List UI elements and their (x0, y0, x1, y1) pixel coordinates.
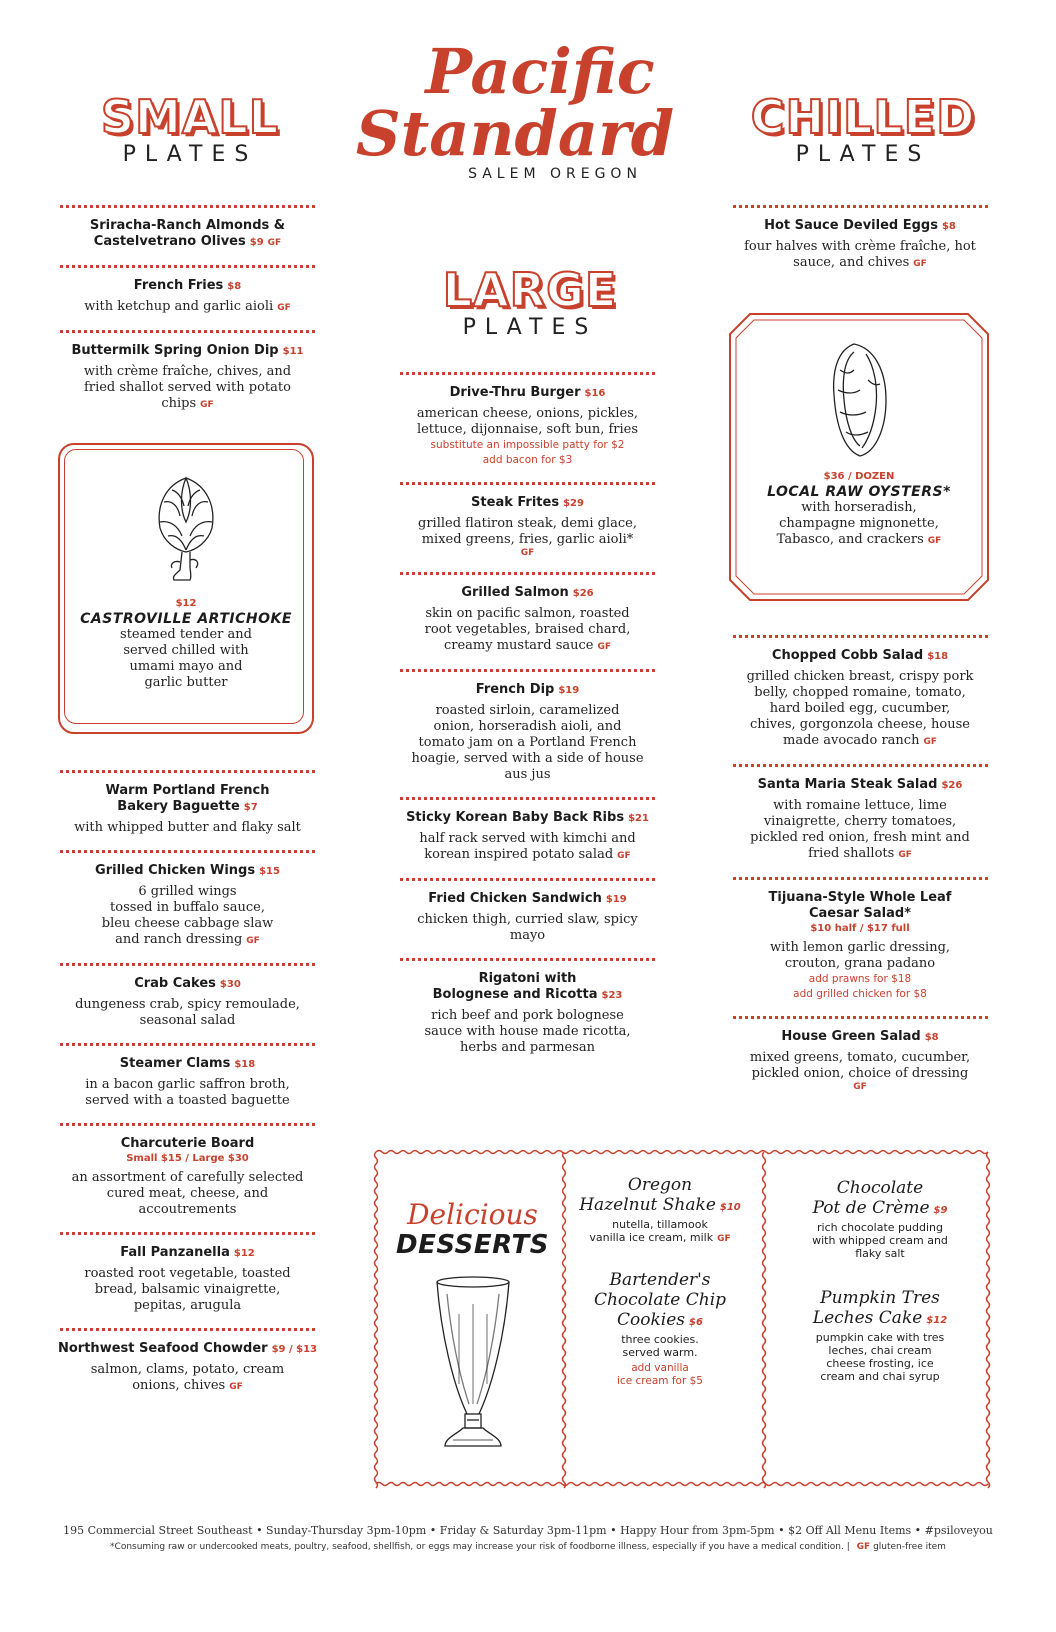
item-name: Caesar Salad* (808, 906, 912, 921)
item-price: $8 (227, 281, 242, 292)
item-desc: rich beef and pork bolognese (431, 1008, 624, 1023)
divider (60, 770, 315, 773)
menu-item-chowder (55, 1341, 320, 1395)
item-desc: hoagie, served with a side of house (411, 751, 644, 766)
item-name: Fall Panzanella (120, 1245, 230, 1260)
dessert-name: Pumpkin Tres (820, 1288, 940, 1308)
item-desc: 6 grilled wings (138, 884, 237, 899)
dessert-name: Chocolate Chip (593, 1290, 727, 1310)
item-desc: with lemon garlic dressing, (769, 940, 951, 955)
feature-desc: steamed tender and (120, 627, 252, 642)
menu-item-deviled-eggs (725, 218, 995, 272)
menu-item-crab (55, 976, 320, 1029)
item-price: $30 (219, 979, 241, 990)
gf-badge: GF (856, 1542, 871, 1552)
menu-item-chicken-sandwich (390, 891, 665, 944)
small-plates-column (55, 205, 320, 413)
dessert-price: $10 (719, 1202, 741, 1213)
item-desc: chives, gorgonzola cheese, house (750, 717, 970, 732)
item-desc: pickled red onion, fresh mint and (750, 830, 970, 845)
small-subtitle: PLATES (122, 142, 258, 167)
wavy-border-line (376, 1483, 988, 1486)
item-desc: dungeness crab, spicy remoulade, (75, 997, 300, 1012)
item-desc: american cheese, onions, pickles, (416, 406, 639, 421)
item-name: Warm Portland French (105, 783, 270, 798)
item-price: $9 / $13 (271, 1344, 317, 1355)
menu-item-almonds (55, 218, 320, 251)
desserts-title: DESSERTS (396, 1230, 549, 1260)
divider (733, 877, 988, 880)
gf-badge: GF (597, 642, 612, 652)
item-name: French Dip (475, 682, 555, 697)
menu-item-caesar (725, 890, 995, 1002)
item-name: Grilled Chicken Wings (95, 863, 256, 878)
dessert-desc: leches, chai cream (828, 1344, 932, 1357)
item-name: French Fries (133, 278, 224, 293)
feature-name: LOCAL RAW OYSTERS* (767, 484, 951, 500)
item-desc: korean inspired potato salad (424, 847, 614, 862)
item-desc: mixed greens, tomato, cucumber, (749, 1050, 971, 1065)
gf-badge: GF (617, 851, 631, 861)
divider (400, 372, 655, 375)
item-name: Northwest Seafood Chowder (58, 1341, 268, 1356)
item-desc: sauce, and chives (793, 255, 910, 270)
item-desc: half rack served with kimchi and (419, 831, 636, 846)
feature-desc: garlic butter (144, 675, 228, 690)
wavy-border-line (376, 1151, 988, 1154)
small-plates-header (60, 92, 320, 168)
divider (400, 572, 655, 575)
menu-item-panzanella (55, 1245, 320, 1314)
item-desc: with whipped butter and flaky salt (74, 820, 301, 835)
feature-desc: umami mayo and (129, 659, 243, 674)
item-price: $10 half / $17 full (810, 923, 910, 934)
large-title: LARGE (442, 263, 618, 317)
item-name: Rigatoni with (478, 971, 577, 986)
divider (60, 205, 315, 208)
item-name: Hot Sauce Deviled Eggs (764, 218, 938, 233)
gf-badge: GF (267, 238, 282, 248)
item-name: Drive-Thru Burger (449, 385, 581, 400)
logo-location: SALEM OREGON (468, 166, 642, 182)
menu-item-santa-maria (725, 777, 995, 863)
item-desc: mixed greens, fries, garlic aioli* (421, 532, 634, 547)
item-desc: vinaigrette, cherry tomatoes, (763, 814, 957, 829)
footer (40, 1524, 1016, 1552)
logo-line1: Pacific (425, 35, 655, 108)
large-subtitle: PLATES (462, 315, 598, 340)
item-price: $11 (282, 346, 304, 357)
item-desc: onion, horseradish aioli, and (433, 719, 622, 734)
divider (60, 963, 315, 966)
dessert-tres-leches (780, 1288, 980, 1383)
chilled-subtitle: PLATES (795, 142, 931, 167)
dessert-cookies (575, 1270, 745, 1388)
menu-item-wings (55, 863, 320, 949)
divider (733, 1016, 988, 1019)
item-note: add bacon for $3 (482, 454, 573, 466)
item-price: Small $15 / Large $30 (126, 1153, 249, 1164)
logo-line2: Standard (355, 97, 675, 170)
item-desc: grilled flatiron steak, demi glace, (418, 516, 637, 531)
small-title: SMALL (100, 90, 280, 144)
item-desc: roasted root vegetable, toasted (84, 1266, 291, 1281)
item-desc: grilled chicken breast, crispy pork (746, 669, 974, 684)
large-plates-header (400, 265, 660, 341)
item-desc: with ketchup and garlic aioli (84, 299, 274, 314)
item-name: Bolognese and Ricotta (432, 987, 598, 1002)
footer-disclaimer: *Consuming raw or undercooked meats, poultry, seafood, shellfish, or eggs may increase your risk of foodborne illness, especially if you have a medical condition. | (110, 1542, 850, 1552)
item-name: Grilled Salmon (461, 585, 569, 600)
item-price: $26 (941, 780, 963, 791)
desserts-title-block (385, 1200, 560, 1463)
menu-item-charcuterie (55, 1136, 320, 1218)
gf-legend-label: gluten-free item (873, 1542, 946, 1552)
desserts-title-script: Delicious (407, 1198, 538, 1231)
item-name: Charcuterie Board (120, 1136, 255, 1151)
dessert-pot-de-creme (780, 1178, 980, 1260)
gf-badge: GF (229, 1382, 243, 1392)
menu-item-steak (390, 495, 665, 558)
wavy-border-line (375, 1152, 378, 1488)
item-name: Sticky Korean Baby Back Ribs (406, 810, 625, 825)
item-name: Fried Chicken Sandwich (428, 891, 602, 906)
item-desc: with romaine lettuce, lime (773, 798, 947, 813)
item-desc: roasted sirloin, caramelized (435, 703, 620, 718)
item-desc: lettuce, dijonnaise, soft bun, fries (416, 422, 639, 437)
item-desc: accoutrements (138, 1202, 237, 1217)
menu-item-green-salad (725, 1029, 995, 1092)
divider (60, 265, 315, 268)
item-desc: tossed in buffalo sauce, (110, 900, 265, 915)
dessert-desc: pumpkin cake with tres (815, 1331, 945, 1344)
dessert-price: $9 (933, 1205, 948, 1216)
gf-badge: GF (923, 737, 937, 747)
item-desc: creamy mustard sauce (443, 638, 594, 653)
item-price: $7 (243, 802, 258, 813)
item-price: $8 (941, 221, 956, 232)
dessert-note: add vanilla (631, 1362, 689, 1374)
item-note: add prawns for $18 (808, 973, 912, 985)
gf-badge: GF (853, 1082, 867, 1092)
dessert-name: Oregon (627, 1175, 693, 1195)
item-name: Chopped Cobb Salad (771, 648, 924, 663)
divider (60, 850, 315, 853)
gf-badge: GF (200, 400, 214, 410)
item-note: substitute an impossible patty for $2 (430, 439, 625, 451)
dessert-price: $6 (689, 1317, 703, 1328)
feature-desc: champagne mignonette, (779, 516, 939, 531)
menu-item-cobb (725, 648, 995, 750)
item-desc: four halves with crème fraîche, hot (744, 239, 976, 254)
item-price: $9 (249, 237, 264, 248)
divider (400, 958, 655, 961)
divider (60, 1043, 315, 1046)
item-desc: onions, chives (132, 1378, 226, 1393)
item-desc: fried shallots (808, 846, 895, 861)
dessert-shake (575, 1175, 745, 1246)
divider (733, 205, 988, 208)
milkshake-glass-icon (423, 1274, 523, 1459)
item-desc: hard boiled egg, cucumber, (769, 701, 951, 716)
divider (733, 635, 988, 638)
dessert-name: Hazelnut Shake (579, 1195, 716, 1215)
divider (733, 764, 988, 767)
divider (400, 878, 655, 881)
item-desc: seasonal salad (139, 1013, 236, 1028)
logo (355, 35, 680, 200)
feature-desc: Tabasco, and crackers (776, 532, 924, 547)
divider (400, 669, 655, 672)
item-desc: skin on pacific salmon, roasted (425, 606, 630, 621)
item-name: Steamer Clams (119, 1056, 231, 1071)
item-price: $8 (924, 1032, 939, 1043)
item-desc: aus jus (504, 767, 551, 782)
item-desc: in a bacon garlic saffron broth, (85, 1077, 290, 1092)
item-price: $26 (572, 588, 594, 599)
gf-badge: GF (927, 536, 942, 546)
item-desc: served with a toasted baguette (85, 1093, 290, 1108)
dessert-name: Pot de Crème (812, 1198, 930, 1218)
item-name: Castelvetrano Olives (93, 234, 246, 249)
item-price: $18 (234, 1059, 256, 1070)
gf-badge: GF (898, 850, 912, 860)
item-name: Crab Cakes (134, 976, 216, 991)
item-desc: bread, balsamic vinaigrette, (94, 1282, 281, 1297)
oyster-feature (728, 340, 990, 549)
item-price: $29 (563, 498, 584, 509)
item-desc: bleu cheese cabbage slaw (101, 916, 274, 931)
wavy-border-line (563, 1152, 566, 1488)
item-price: $15 (259, 866, 280, 877)
item-desc: salmon, clams, potato, cream (90, 1362, 285, 1377)
chilled-plates-column (725, 205, 995, 272)
item-name: Santa Maria Steak Salad (757, 777, 938, 792)
wavy-border-line (987, 1152, 990, 1488)
menu-item-ribs (390, 810, 665, 864)
item-desc: sauce with house made ricotta, (424, 1024, 631, 1039)
item-desc: herbs and parmesan (459, 1040, 596, 1055)
divider (400, 482, 655, 485)
item-desc: pepitas, arugula (133, 1298, 242, 1313)
item-price: $21 (628, 813, 649, 824)
chilled-plates-column-lower (725, 635, 995, 1092)
dessert-desc: flaky salt (855, 1247, 905, 1260)
divider (60, 1232, 315, 1235)
dessert-name: Chocolate (836, 1178, 924, 1198)
item-name: Buttermilk Spring Onion Dip (71, 343, 279, 358)
item-note: add grilled chicken for $8 (793, 988, 927, 1000)
dessert-desc: with whipped cream and (812, 1234, 948, 1247)
feature-price: $36 / DOZEN (823, 471, 895, 482)
item-price: $12 (233, 1248, 255, 1259)
item-desc: fried shallot served with potato (84, 380, 291, 395)
menu-item-salmon (390, 585, 665, 655)
item-desc: root vegetables, braised chard, (424, 622, 631, 637)
item-price: $19 (605, 894, 627, 905)
item-desc: tomato jam on a Portland French (418, 735, 637, 750)
menu-item-french-dip (390, 682, 665, 783)
dessert-desc: rich chocolate pudding (817, 1221, 943, 1234)
feature-name: CASTROVILLE ARTICHOKE (80, 611, 292, 627)
dessert-desc: cheese frosting, ice (826, 1357, 934, 1370)
gf-badge: GF (717, 1234, 731, 1244)
divider (60, 1123, 315, 1126)
item-price: $19 (558, 685, 580, 696)
dessert-name: Leches Cake (812, 1308, 923, 1328)
item-name: Bakery Baguette (117, 799, 240, 814)
item-desc: mayo (509, 928, 546, 943)
footer-info: 195 Commercial Street Southeast • Sunday-Thursday 3pm-10pm • Friday & Saturday 3pm-11pm • Happy Hour from 3pm-5pm • $2 Off All Menu Items • #psiloveyou (63, 1524, 993, 1537)
item-desc: chicken thigh, curried slaw, spicy (417, 912, 638, 927)
item-desc: and ranch dressing (115, 932, 243, 947)
menu-item-dip (55, 343, 320, 413)
item-desc: an assortment of carefully selected (71, 1170, 304, 1185)
gf-badge: GF (520, 548, 535, 558)
item-name: Steak Frites (471, 495, 560, 510)
feature-desc: with horseradish, (801, 500, 917, 515)
dessert-desc: served warm. (622, 1346, 698, 1359)
feature-desc: served chilled with (123, 643, 249, 658)
item-name: Sriracha-Ranch Almonds & (89, 218, 286, 233)
dessert-name: Bartender's (609, 1270, 711, 1290)
artichoke-feature (58, 470, 314, 691)
item-price: $18 (927, 651, 949, 662)
menu-item-clams (55, 1056, 320, 1109)
dessert-name: Cookies (617, 1310, 686, 1330)
item-desc: crouton, grana padano (784, 956, 936, 971)
divider (60, 330, 315, 333)
wavy-border-line (763, 1152, 766, 1488)
small-plates-column-lower (55, 770, 320, 1395)
dessert-note: ice cream for $5 (617, 1375, 703, 1387)
artichoke-icon (146, 470, 226, 585)
large-plates-column (390, 372, 665, 1056)
item-name: Tijuana-Style Whole Leaf (768, 890, 952, 905)
item-price: $23 (601, 990, 623, 1001)
item-desc: pickled onion, choice of dressing (751, 1066, 969, 1081)
divider (400, 797, 655, 800)
gf-badge: GF (277, 303, 291, 313)
menu-item-baguette (55, 783, 320, 836)
item-desc: cured meat, cheese, and (106, 1186, 269, 1201)
gf-badge: GF (246, 936, 260, 946)
item-desc: made avocado ranch (783, 733, 920, 748)
item-desc: belly, chopped romaine, tomato, (754, 685, 966, 700)
chilled-title: CHILLED (750, 90, 976, 144)
menu-item-fries (55, 278, 320, 316)
dessert-desc: nutella, tillamook (612, 1218, 708, 1231)
item-desc: chips (161, 396, 197, 411)
dessert-price: $12 (926, 1315, 948, 1326)
divider (60, 1328, 315, 1331)
gf-badge: GF (913, 259, 927, 269)
dessert-desc: cream and chai syrup (820, 1370, 940, 1383)
item-name: House Green Salad (781, 1029, 921, 1044)
menu-item-burger (390, 385, 665, 468)
oyster-icon (824, 340, 894, 460)
feature-price: $12 (175, 598, 197, 609)
chilled-plates-header (728, 92, 998, 168)
item-desc: with crème fraîche, chives, and (83, 364, 292, 379)
dessert-desc: three cookies. (621, 1333, 699, 1346)
dessert-desc: vanilla ice cream, milk (589, 1231, 714, 1244)
menu-item-rigatoni (390, 971, 665, 1056)
item-price: $16 (584, 388, 606, 399)
